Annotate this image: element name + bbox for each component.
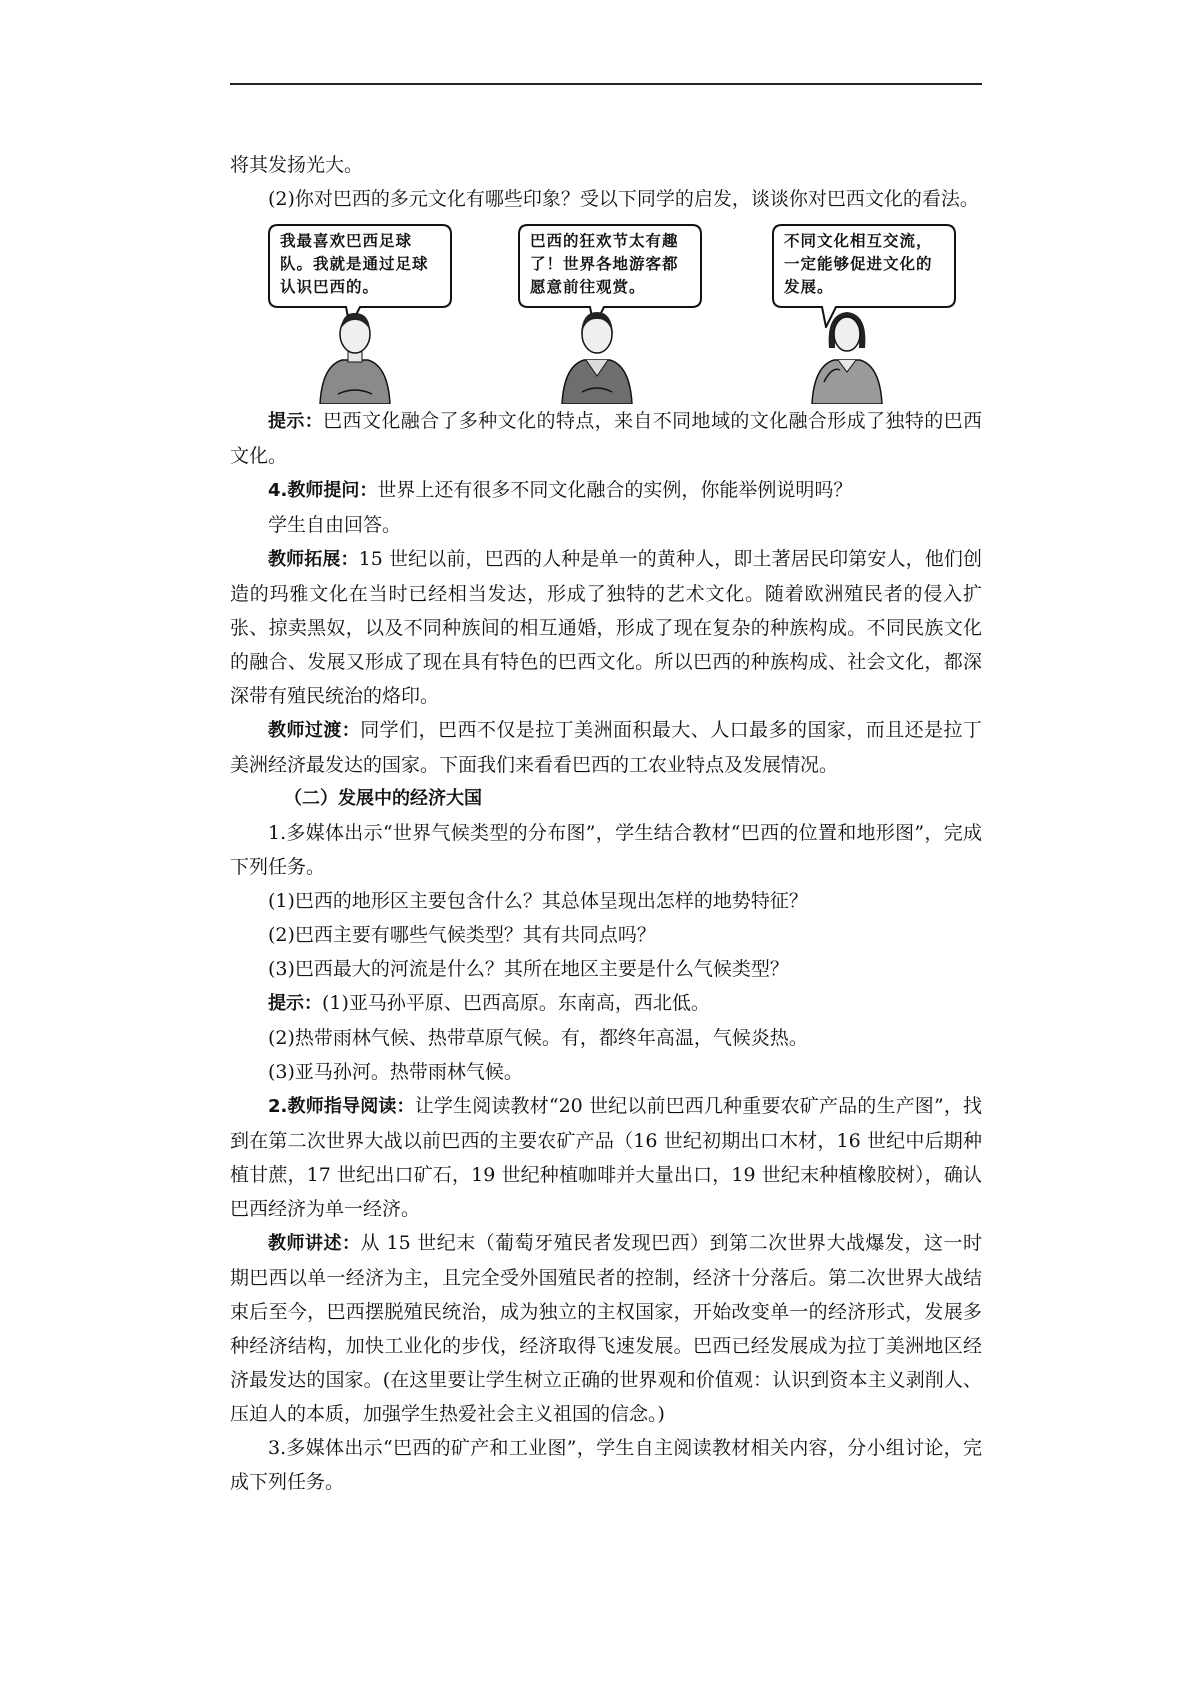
question-2: (2)你对巴西的多元文化有哪些印象？受以下同学的启发，谈谈你对巴西文化的看法。 xyxy=(268,188,979,210)
illustration-students xyxy=(230,224,982,402)
header-rule xyxy=(230,83,982,85)
transition-label: 教师过渡： xyxy=(268,720,361,741)
student-answer: 学生自由回答。 xyxy=(268,514,402,536)
teacher-expand xyxy=(230,542,982,713)
q4-label: 4.教师提问： xyxy=(268,480,378,501)
speech-bubble-1 xyxy=(268,224,452,308)
item-2 xyxy=(230,1089,982,1226)
task-question-2: (2)巴西主要有哪些气候类型？其有共同点吗？ xyxy=(268,924,656,946)
hint-2 xyxy=(230,986,982,1021)
q4-text: 世界上还有很多不同文化融合的实例，你能举例说明吗？ xyxy=(377,479,853,501)
student-boy-1-figure xyxy=(310,304,400,404)
bubble-text-3: 不同文化相互交流，一定能够促进文化的发展。 xyxy=(784,232,933,296)
item-2-label: 2.教师指导阅读： xyxy=(268,1096,415,1117)
hint-2-label: 提示： xyxy=(268,993,322,1014)
teacher-question-4 xyxy=(230,473,982,508)
teacher-transition xyxy=(230,713,982,782)
task-question-1: (1)巴西的地形区主要包含什么？其总体呈现出怎样的地势特征？ xyxy=(268,890,808,912)
hint-1-label: 提示： xyxy=(268,411,324,432)
transition-text: 同学们，巴西不仅是拉丁美洲面积最大、人口最多的国家，而且还是拉丁美洲经济最发达的国家。下面我们来看看巴西的工农业特点及发展情况。 xyxy=(230,719,983,776)
hint-1 xyxy=(230,404,982,473)
expand-label: 教师拓展： xyxy=(268,549,359,570)
lecture-label: 教师讲述： xyxy=(268,1233,361,1254)
bubble-text-2: 巴西的狂欢节太有趣了！世界各地游客都愿意前往观赏。 xyxy=(530,232,679,296)
hint-2-text: (1)亚马孙平原、巴西高原。东南高，西北低。 xyxy=(322,992,710,1014)
item-2-text: 让学生阅读教材“20 世纪以前巴西几种重要农矿产品的生产图”，找到在第二次世界大战以前巴西的主要农矿产品（16 世纪初期出口木材，16 世纪中后期种植甘蔗，17 世纪出口矿石，19 世纪种植咖啡并大量出口，19 世纪末种植橡胶树），确认巴西经济为单一经济。 xyxy=(230,1095,982,1220)
hint-2-answer-2: (2)热带雨林气候、热带草原气候。有，都终年高温，气候炎热。 xyxy=(268,1027,808,1049)
hint-1-text: 巴西文化融合了多种文化的特点，来自不同地域的文化融合形成了独特的巴西文化。 xyxy=(230,410,982,467)
bubble-text-1: 我最喜欢巴西足球队。我就是通过足球认识巴西的。 xyxy=(280,232,429,296)
document-body xyxy=(230,148,982,1499)
teacher-lecture xyxy=(230,1226,982,1431)
lecture-text: 从 15 世纪末（葡萄牙殖民者发现巴西）到第二次世界大战爆发，这一时期巴西以单一经济为主，且完全受外国殖民者的控制，经济十分落后。第二次世界大战结束后至今，巴西摆脱殖民统治，成为独立的主权国家，开始改变单一的经济形式，发展多种经济结构，加快工业化的步伐，经济取得飞速发展。巴西已经发展成为拉丁美洲地区经济最发达的国家。(在这里要让学生树立正确的世界观和价值观：认识到资本主义剥削人、压迫人的本质，加强学生热爱社会主义祖国的信念。) xyxy=(230,1232,982,1425)
item-1: 1.多媒体出示“世界气候类型的分布图”，学生结合教材“巴西的位置和地形图”，完成下列任务。 xyxy=(230,822,982,878)
task-question-3: (3)巴西最大的河流是什么？其所在地区主要是什么气候类型？ xyxy=(268,958,789,980)
speech-bubble-2 xyxy=(518,224,702,308)
hint-2-answer-3: (3)亚马孙河。热带雨林气候。 xyxy=(268,1061,523,1083)
student-boy-2-figure xyxy=(552,304,642,404)
paragraph-continuation: 将其发扬光大。 xyxy=(230,154,364,176)
section-heading: （二）发展中的经济大国 xyxy=(284,788,482,809)
expand-text: 15 世纪以前，巴西的人种是单一的黄种人，即土著居民印第安人，他们创造的玛雅文化在当时已经相当发达，形成了独特的艺术文化。随着欧洲殖民者的侵入扩张、掠卖黑奴，以及不同种族间的相互通婚，形成了现在复杂的种族构成。不同民族文化的融合、发展又形成了现在具有特色的巴西文化。所以巴西的种族构成、社会文化，都深深带有殖民统治的烙印。 xyxy=(230,548,983,707)
item-3: 3.多媒体出示“巴西的矿产和工业图”，学生自主阅读教材相关内容，分小组讨论，完成下列任务。 xyxy=(230,1437,982,1493)
student-girl-figure xyxy=(802,304,892,404)
speech-bubble-3 xyxy=(772,224,956,308)
